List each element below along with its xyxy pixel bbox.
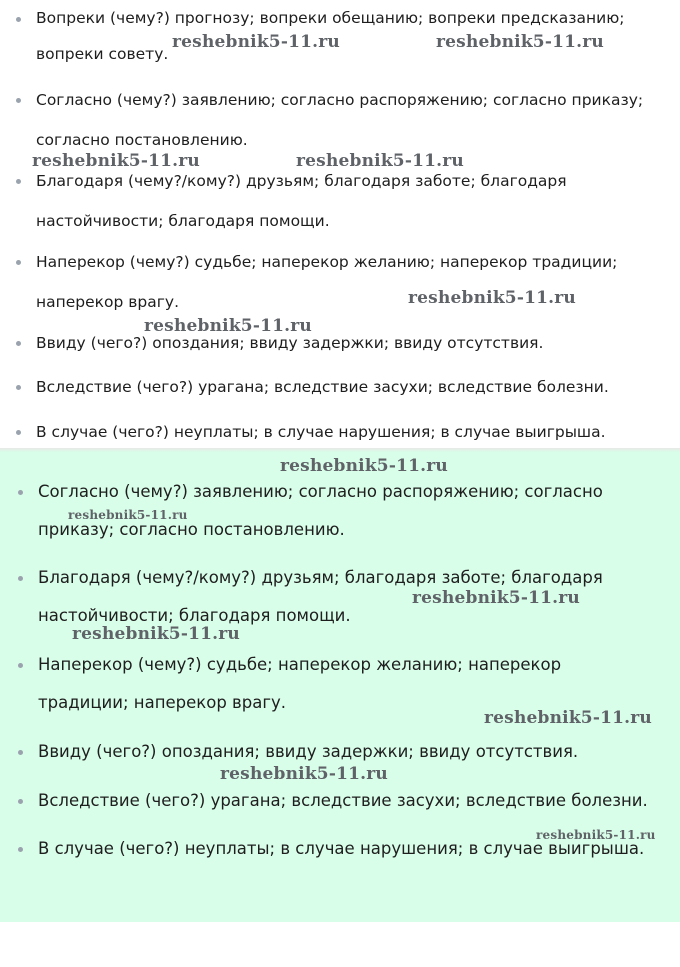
bullet-icon <box>16 341 21 346</box>
bullet-icon <box>16 260 21 265</box>
watermark: reshebnik5-11.ru <box>536 828 656 842</box>
bullet-icon <box>16 179 21 184</box>
watermark: reshebnik5-11.ru <box>484 708 652 728</box>
bottom-list-section <box>0 452 680 922</box>
watermark: reshebnik5-11.ru <box>220 764 388 784</box>
watermark: reshebnik5-11.ru <box>408 288 576 308</box>
bullet-icon <box>16 385 21 390</box>
item-text: В случае (чего?) неуплаты; в случае нарушения; в случае выигрыша. <box>36 423 606 441</box>
list-item <box>16 323 676 363</box>
list-item <box>18 782 678 820</box>
item-text: Вследствие (чего?) урагана; вследствие засухи; вследствие болезни. <box>38 791 648 810</box>
item-text: Вследствие (чего?) урагана; вследствие засухи; вследствие болезни. <box>36 378 609 396</box>
watermark: reshebnik5-11.ru <box>144 316 312 336</box>
item-text: Ввиду (чего?) опоздания; ввиду задержки; ввиду отсутствия. <box>36 334 544 352</box>
list-item <box>16 367 676 407</box>
watermark: reshebnik5-11.ru <box>296 151 464 171</box>
bullet-icon <box>18 490 23 495</box>
watermark: reshebnik5-11.ru <box>280 456 448 476</box>
list-item <box>16 242 676 322</box>
list-item <box>16 161 676 241</box>
bullet-icon <box>18 576 23 581</box>
item-text: В случае (чего?) неуплаты; в случае нарушения; в случае выигрыша. <box>38 839 645 858</box>
item-text: Благодаря (чему?/кому?) друзьям; благодаря заботе; благодаря настойчивости; благодаря помощи. <box>36 172 567 230</box>
watermark: reshebnik5-11.ru <box>412 588 580 608</box>
item-text: Вопреки (чему?) прогнозу; вопреки обещанию; вопреки предсказанию; вопреки совету. <box>36 9 625 63</box>
item-text: Наперекор (чему?) судьбе; наперекор желанию; наперекор традиции; наперекор врагу. <box>36 253 618 311</box>
item-text: Благодаря (чему?/кому?) друзьям; благодаря заботе; благодаря настойчивости; благодаря помощи. <box>38 568 603 625</box>
bullet-icon <box>16 98 21 103</box>
bullet-icon <box>16 430 21 435</box>
bullet-icon <box>18 663 23 668</box>
item-text: Наперекор (чему?) судьбе; наперекор желанию; наперекор традиции; наперекор врагу. <box>38 655 562 712</box>
item-text: Согласно (чему?) заявлению; согласно распоряжению; согласно приказу; согласно постановлению. <box>38 482 603 539</box>
watermark: reshebnik5-11.ru <box>72 624 240 644</box>
list-item <box>16 412 676 452</box>
watermark: reshebnik5-11.ru <box>172 32 340 52</box>
list-item <box>16 80 676 160</box>
bullet-icon <box>18 750 23 755</box>
watermark: reshebnik5-11.ru <box>68 508 188 522</box>
watermark: reshebnik5-11.ru <box>32 151 200 171</box>
item-text: Ввиду (чего?) опоздания; ввиду задержки; ввиду отсутствия. <box>38 742 579 761</box>
watermark: reshebnik5-11.ru <box>436 32 604 52</box>
bullet-icon <box>18 799 23 804</box>
bullet-icon <box>18 847 23 852</box>
bullet-icon <box>16 17 21 22</box>
top-list-section <box>0 0 680 452</box>
item-text: Согласно (чему?) заявлению; согласно распоряжению; согласно приказу; согласно постановлению. <box>36 91 644 149</box>
